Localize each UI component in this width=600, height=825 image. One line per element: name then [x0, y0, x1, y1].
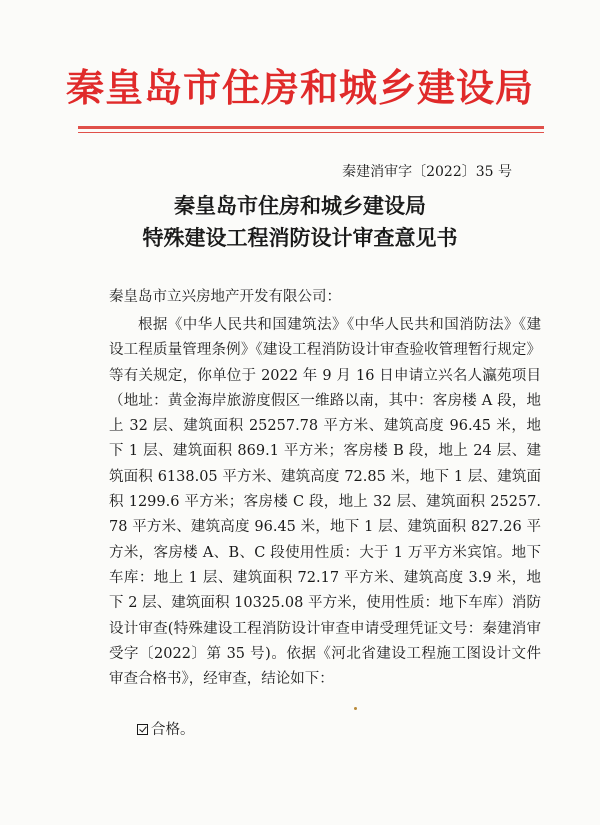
document-title-line2: 特殊建设工程消防设计审查意见书	[142, 225, 458, 250]
scan-speck	[354, 707, 357, 710]
letterhead-rule-thick	[78, 126, 544, 129]
body-paragraph: 根据《中华人民共和国建筑法》《中华人民共和国消防法》《建设工程质量管理条例》《建设工程消防设计审查验收管理暂行规定》等有关规定，你单位于 2022 年 9 月 16 日申请立兴名人瀛苑项目（地址：黄金海岸旅游度假区一维路以南，其中：客房楼 A 段，地上 32 层、建筑面积 25257.78 平方米、建筑高度 96.45 米，地下 1 层、建筑面积 869.1 平方米；客房楼 B 段，地上 24 层、建筑面积 6138.05 平方米、建筑高度 72.85 米，地下 1 层、建筑面积 1299.6 平方米；客房楼 C 段，地上 32 层、建筑面积 25257.78 平方米、建筑高度 96.45 米，地下 1 层、建筑面积 827.26 平方米，客房楼 A、B、C 段使用性质：大于 1 万平方米宾馆。地下车库：地上 1 层、建筑面积 72.17 平方米、建筑高度 3.9 米，地下 2 层、建筑面积 10325.08 平方米，使用性质：地下车库）消防设计审查(特殊建设工程消防设计审查申请受理凭证文号：秦建消审受字〔2022〕第 35 号)。依据《河北省建设工程施工图设计文件审查合格书》，经审查，结论如下：	[109, 317, 541, 688]
document-title-line1: 秦皇岛市住房和城乡建设局	[174, 193, 426, 218]
letterhead-title: 秦皇岛市住房和城乡建设局	[65, 66, 534, 110]
conclusion-label: 合格。	[151, 722, 195, 738]
conclusion-line	[137, 721, 195, 739]
addressee: 秦皇岛市立兴房地产开发有限公司：	[109, 289, 341, 305]
letterhead-rule-thin	[78, 132, 544, 133]
document-number: 秦建消审字〔2022〕35 号	[342, 164, 512, 180]
checked-box-icon	[137, 724, 148, 735]
